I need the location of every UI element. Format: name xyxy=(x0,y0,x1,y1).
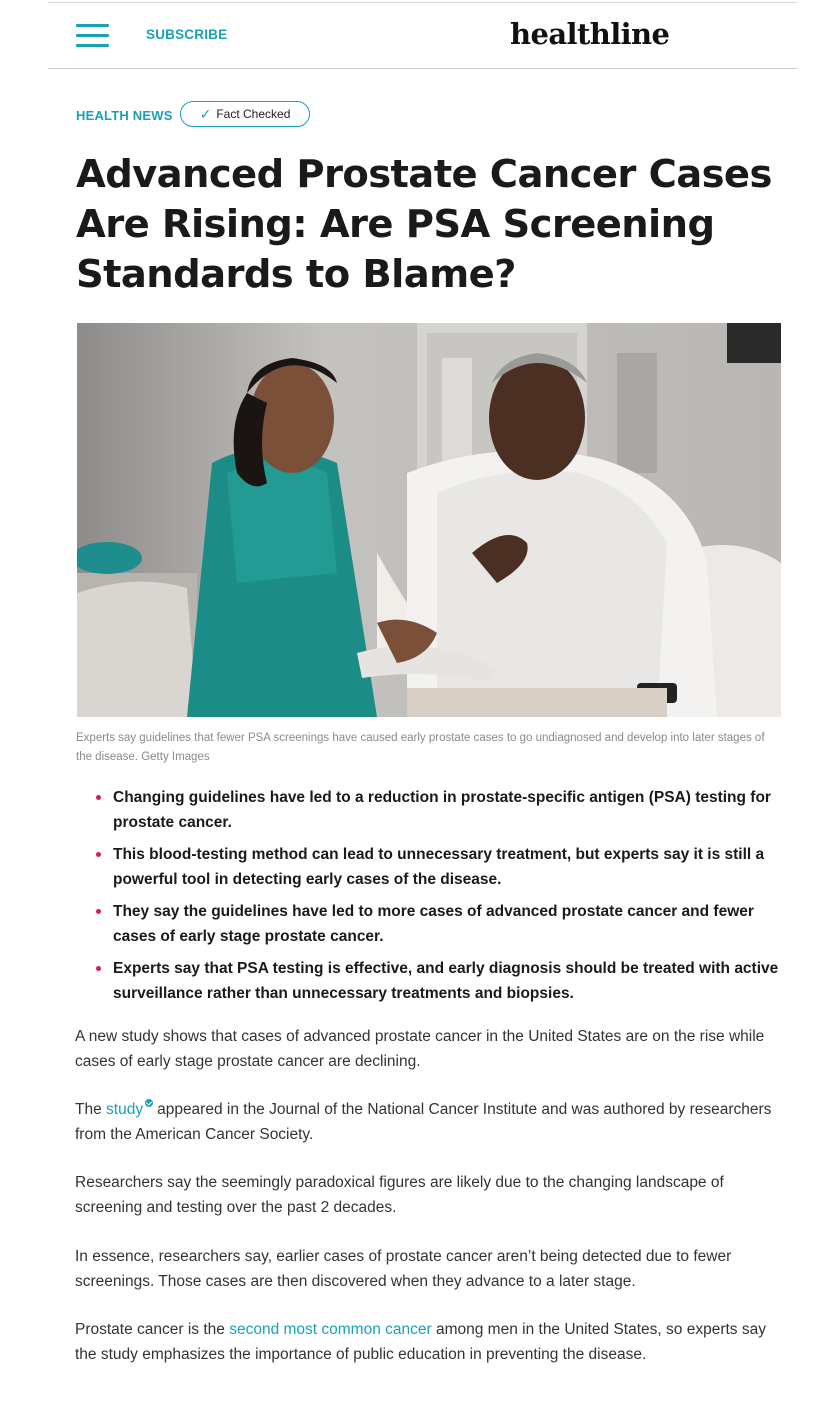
image-caption: Experts say guidelines that fewer PSA screenings have caused early prostate cases to go undiagnosed and develop into later stages of the disease. Getty Images xyxy=(76,732,765,763)
takeaway-item: Changing guidelines have led to a reduction in prostate-specific antigen (PSA) testing for prostate cancer. xyxy=(76,786,788,835)
menu-icon[interactable] xyxy=(76,24,109,49)
paragraph-text: Prostate cancer is the second most common cancer among men in the United States, so experts say the study emphasizes the importance of public education in preventing the disease. xyxy=(75,1321,766,1363)
site-header xyxy=(48,3,797,69)
bullet-icon xyxy=(96,966,101,971)
paragraph-3 xyxy=(75,1171,790,1220)
takeaway-item: This blood-testing method can lead to unnecessary treatment, but experts say it is still a powerful tool in detecting early cases of the disease. xyxy=(76,843,788,892)
second-most-common-cancer-link[interactable]: second most common cancer xyxy=(229,1321,432,1338)
paragraph-5 xyxy=(75,1318,790,1367)
category-link[interactable]: HEALTH NEWS xyxy=(76,108,173,123)
hero-image xyxy=(77,323,781,717)
subscribe-link[interactable]: SUBSCRIBE xyxy=(146,27,228,42)
article-title: Advanced Prostate Cancer Cases Are Rising: Are PSA Screening Standards to Blame? xyxy=(76,152,772,297)
paragraph-text: The study appeared in the Journal of the National Cancer Institute and was authored by researchers from the American Cancer Society. xyxy=(75,1101,772,1143)
bullet-icon xyxy=(96,795,101,800)
key-takeaways-list xyxy=(76,786,788,1014)
takeaway-item: They say the guidelines have led to more cases of advanced prostate cancer and fewer cases of early stage prostate cancer. xyxy=(76,900,788,949)
paragraph-1 xyxy=(75,1025,790,1074)
takeaway-item: Experts say that PSA testing is effective, and early diagnosis should be treated with active surveillance rather than unnecessary treatments and biopsies. xyxy=(76,957,788,1006)
paragraph-2 xyxy=(75,1098,790,1147)
paragraph-4 xyxy=(75,1245,790,1294)
checkmark-icon: ✓ xyxy=(199,105,212,122)
paragraph-text: A new study shows that cases of advanced prostate cancer in the United States are on the rise while cases of early stage prostate cancer are declining. xyxy=(75,1028,765,1070)
paragraph-text: Researchers say the seemingly paradoxical figures are likely due to the changing landscape of screening and testing over the past 2 decades. xyxy=(75,1174,724,1216)
study-link[interactable]: study xyxy=(106,1101,144,1118)
fact-checked-badge[interactable] xyxy=(180,101,310,127)
healthline-logo[interactable]: healthline xyxy=(510,17,670,51)
article-tags xyxy=(76,100,476,130)
bullet-icon xyxy=(96,909,101,914)
fact-checked-label: Fact Checked xyxy=(216,107,291,121)
verified-source-icon xyxy=(145,1099,153,1107)
paragraph-text: In essence, researchers say, earlier cases of prostate cancer aren’t being detected due to fewer screenings. Those cases are then discovered when they advance to a later stage. xyxy=(75,1248,732,1290)
bullet-icon xyxy=(96,852,101,857)
